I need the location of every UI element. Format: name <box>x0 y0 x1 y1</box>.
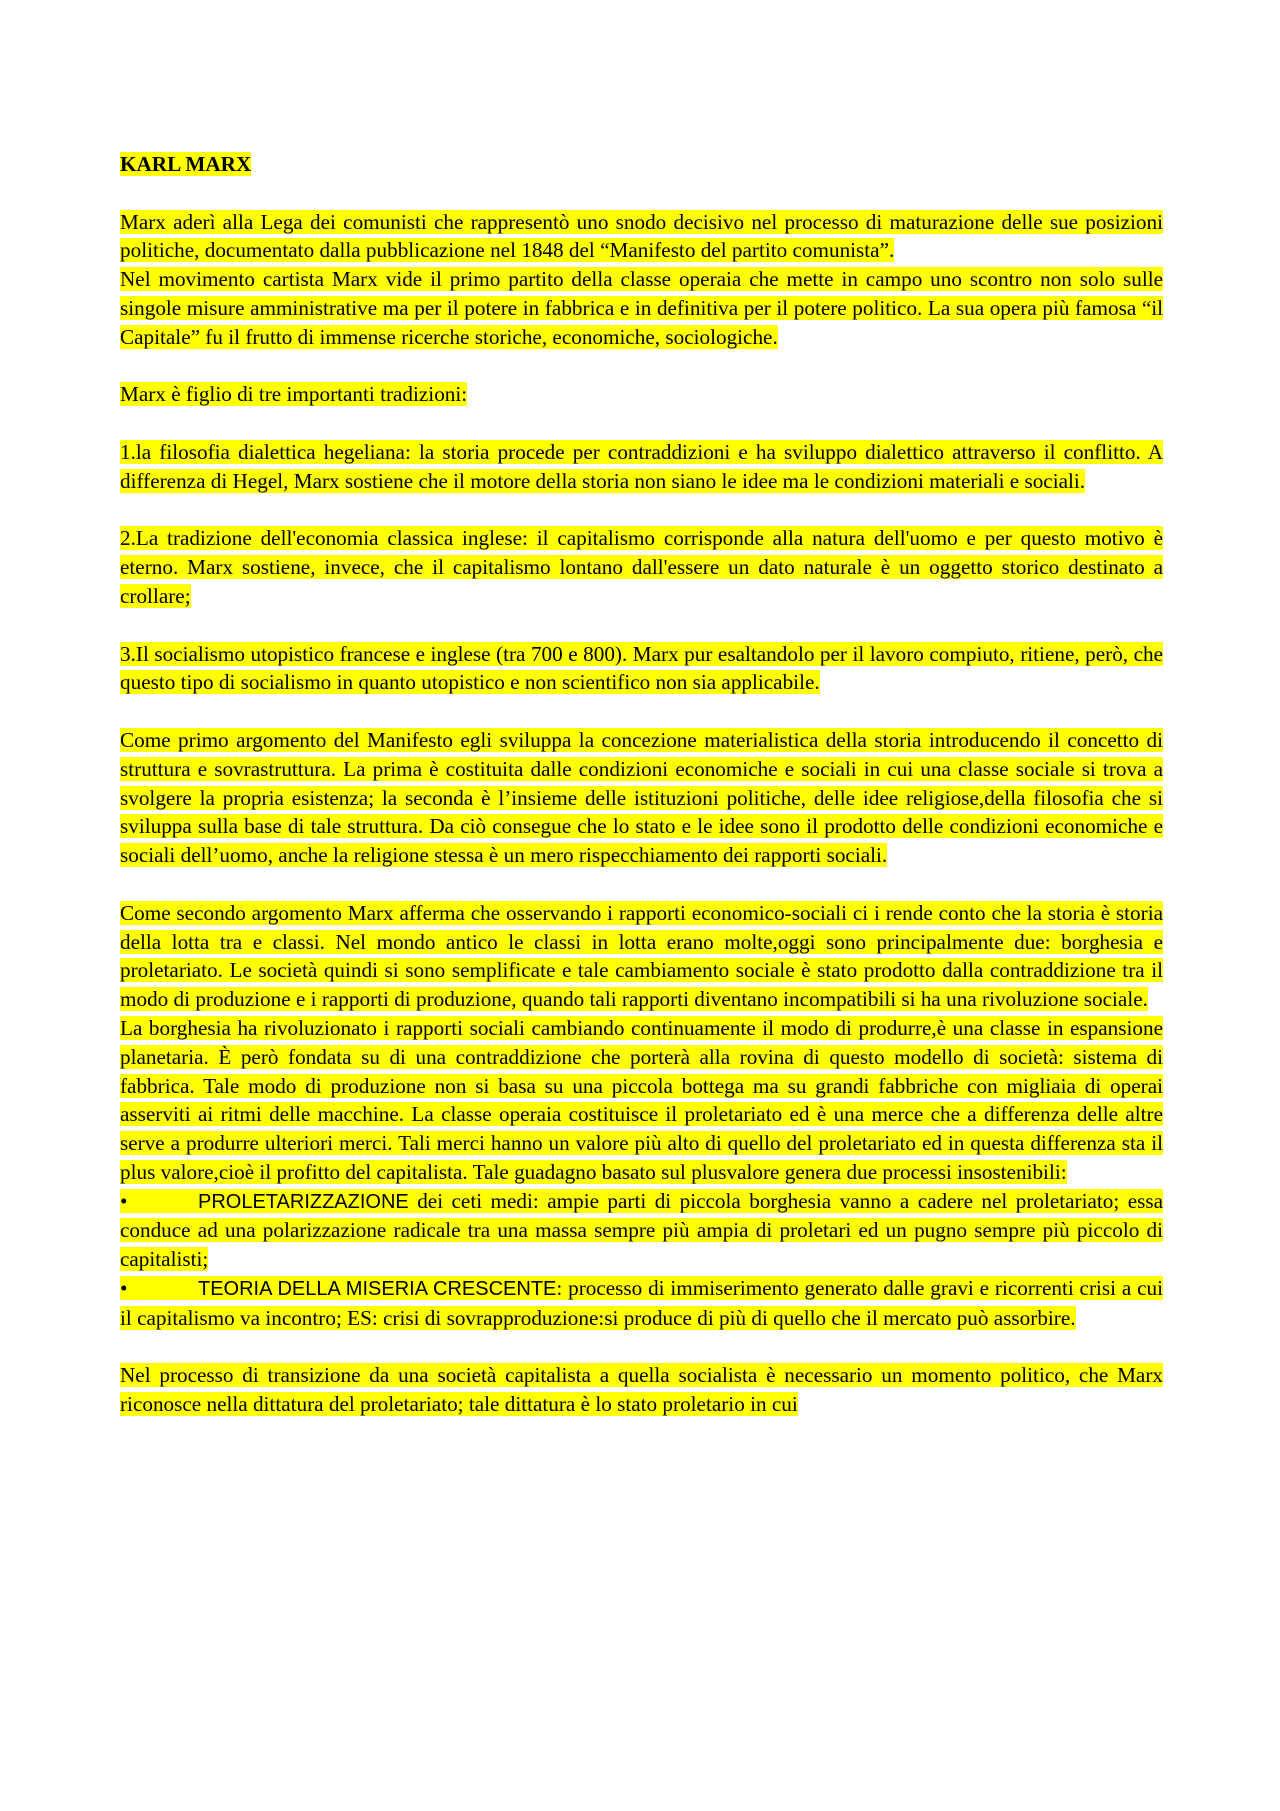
title-text: KARL MARX <box>120 152 252 176</box>
bullet-term: TEORIA DELLA MISERIA CRESCENTE <box>198 1278 557 1301</box>
paragraph-tradizione-3: 3.Il socialismo utopistico francese e inglese (tra 700 e 800). Marx pur esaltandolo per il lavoro compiuto, ritiene, però, che questo tipo di socialismo in quanto utopistico e non scientifico non sia applicabile. <box>120 641 1163 695</box>
paragraph-tre-tradizioni: Marx è figlio di tre importanti tradizioni: <box>120 382 468 407</box>
bullet-marker: • <box>120 1276 128 1301</box>
bullet-text: : processo di immiserimento generato dalle gravi e ricorrenti crisi a cui il capitalismo va incontro; ES: crisi di sovrapproduzione:si produce di più di quello che il mercato può assorbire. <box>120 1276 1163 1330</box>
bullet-text: dei ceti medi: ampie parti di piccola borghesia vanno a cadere nel proletariato; essa conduce ad una polarizzazione radicale tra una massa sempre più ampia di proletari ed un pugno sempre più piccolo di capitalisti; <box>120 1188 1163 1272</box>
paragraph-transizione: Nel processo di transizione da una società capitalista a quella socialista è necessario un momento politico, che Marx riconosce nella dittatura del proletariato; tale dittatura è lo stato proletario in cui <box>120 1363 1163 1417</box>
document-body <box>120 150 1163 1419</box>
paragraph-lega-comunisti: Marx aderì alla Lega dei comunisti che rappresentò uno snodo decisivo nel processo di maturazione delle sue posizioni politiche, documentato dalla pubblicazione nel 1848 del “Manifesto del partito comunista”. <box>120 209 1163 263</box>
bullet-marker: • <box>120 1188 128 1213</box>
paragraph-movimento-cartista: Nel movimento cartista Marx vide il primo partito della classe operaia che mette in campo uno scontro non solo sulle singole misure amministrative ma per il potere in fabbrica e in definitiva per il potere politico. La sua opera più famosa “il Capitale” fu il frutto di immense ricerche storiche, economiche, sociologiche. <box>120 267 1163 349</box>
paragraph-secondo-argomento: Come secondo argomento Marx afferma che osservando i rapporti economico-sociali ci i rende conto che la storia è storia della lotta tra e classi. Nel mondo antico le classi in lotta erano molte,oggi sono principalmente due: borghesia e proletariato. Le società quindi si sono semplificate e tale cambiamento sociale è stato prodotto dalla contraddizione tra il modo di produzione e i rapporti di produzione, quando tali rapporti diventano incompatibili si ha una rivoluzione sociale. <box>120 900 1163 1012</box>
paragraph-borghesia: La borghesia ha rivoluzionato i rapporti sociali cambiando continuamente il modo di produrre,è una classe in espansione planetaria. È però fondata su di una contraddizione che porterà alla rovina di questo modello di società: sistema di fabbrica. Tale modo di produzione non si basa su una piccola bottega ma su grandi fabbriche con migliaia di operai asserviti ai ritmi delle macchine. La classe operaia costituisce il proletariato ed è una merce che a differenza delle altre serve a produrre ulteriori merci. Tali merci hanno un valore più alto di quello del proletariato ed in questa differenza sta il plus valore,cioè il profitto del capitalista. Tale guadagno basato sul plusvalore genera due processi insostenibili: <box>120 1015 1163 1184</box>
paragraph-tradizione-1: 1.la filosofia dialettica hegeliana: la storia procede per contraddizioni e ha sviluppo dialettico attraverso il conflitto. A differenza di Hegel, Marx sostiene che il motore della storia non siano le idee ma le condizioni materiali e sociali. <box>120 439 1163 493</box>
paragraph-tradizione-2: 2.La tradizione dell'economia classica inglese: il capitalismo corrisponde alla natura dell'uomo e per questo motivo è eterno. Marx sostiene, invece, che il capitalismo lontano dall'essere un dato naturale è un oggetto storico destinato a crollare; <box>120 526 1163 608</box>
bullet-item-miseria-crescente <box>120 1274 1163 1333</box>
paragraph-primo-argomento: Come primo argomento del Manifesto egli sviluppa la concezione materialistica della storia introducendo il concetto di struttura e sovrastruttura. La prima è costituita dalle condizioni economiche e sociali in cui una classe sociale si trova a svolgere la propria esistenza; la seconda è l’insieme delle istituzioni politiche, delle idee religiose,della filosofia che si sviluppa sulla base di tale struttura. Da ciò consegue che lo stato e le idee sono il prodotto delle condizioni economiche e sociali dell’uomo, anche la religione stessa è un mero rispecchiamento dei rapporti sociali. <box>120 727 1163 868</box>
document-title <box>120 150 1163 179</box>
bullet-item-proletarizzazione <box>120 1187 1163 1274</box>
bullet-term: PROLETARIZZAZIONE <box>198 1190 409 1213</box>
